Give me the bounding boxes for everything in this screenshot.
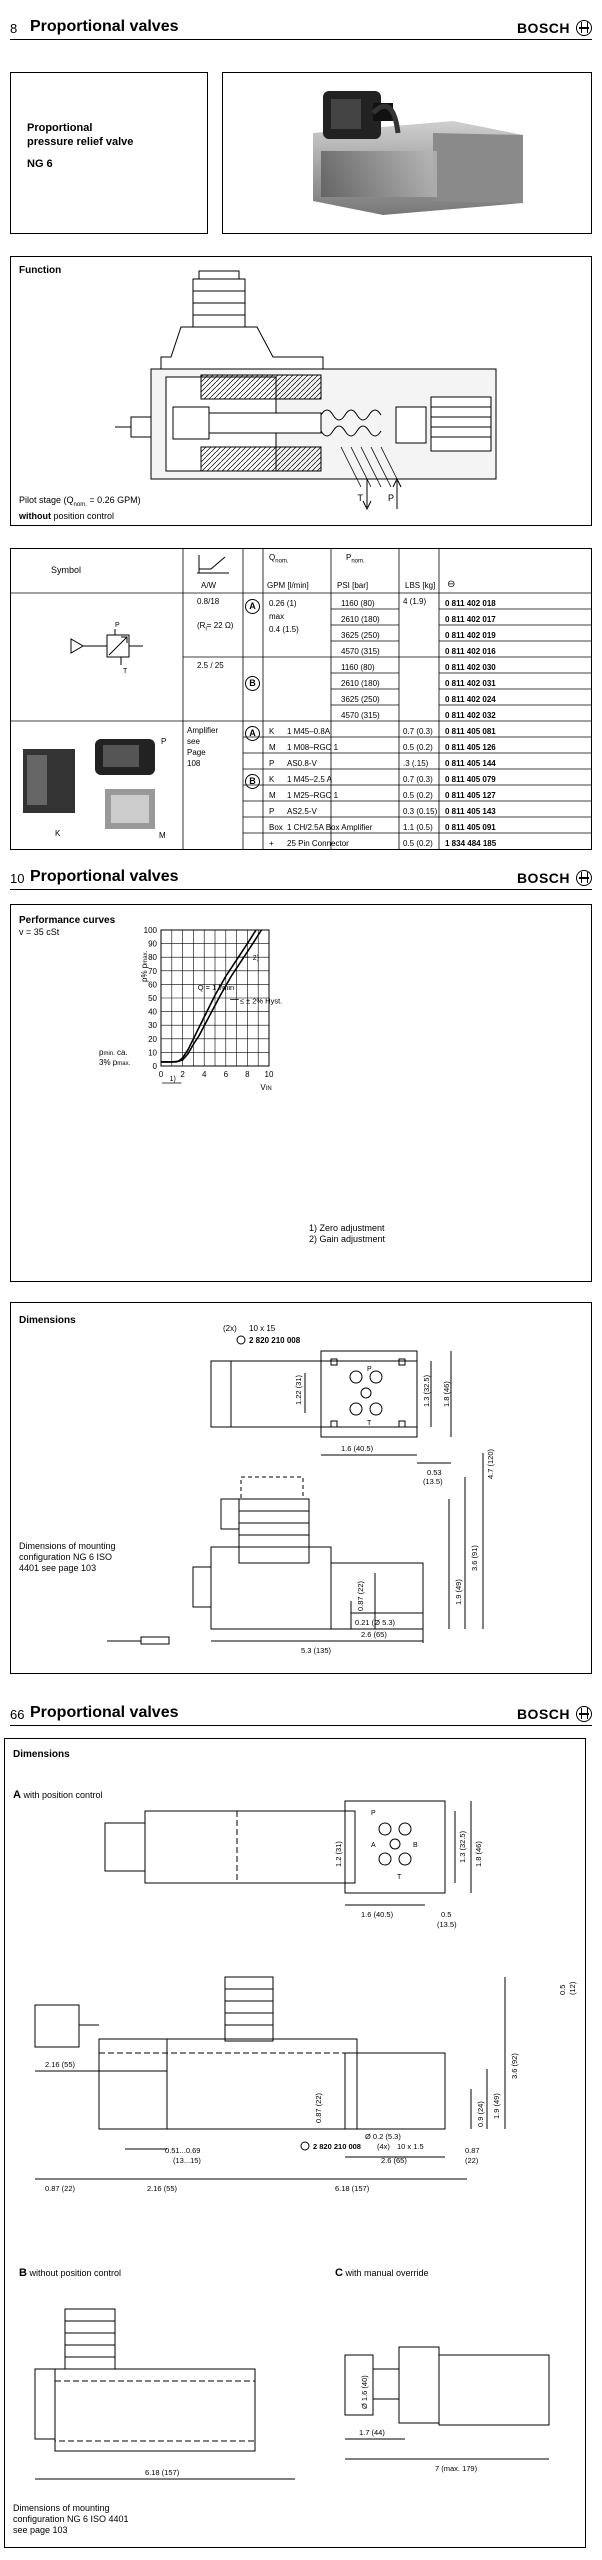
- seal-size: 10 x 1.5: [397, 2142, 424, 2151]
- x-tick-label: 2: [180, 1070, 185, 1079]
- table-cell: 0 811 402 016: [445, 647, 496, 656]
- group-b-circle: B: [245, 673, 260, 691]
- table-cell: 0 811 405 081: [445, 727, 496, 736]
- table-cell: P: [269, 759, 275, 768]
- port-p: P: [367, 1366, 372, 1373]
- dim-12: (12): [568, 1981, 577, 1995]
- function-caption: Pilot stage ($Q_{nom.} = 0.26$ GPM) without position control: [19, 495, 141, 521]
- table-cell: 2610 (180): [341, 679, 380, 688]
- group-b-pressures: [341, 660, 380, 724]
- y-tick-label: 60: [148, 980, 157, 990]
- hydraulic-symbol-icon: [71, 629, 143, 665]
- x-tick-label: 0: [158, 1070, 164, 1079]
- dim-1-6: 1.6 (40.5): [361, 1910, 394, 1919]
- y-tick-label: 0: [152, 1062, 157, 1071]
- table-cell: 1 CH/2.5A Box Amplifier: [287, 823, 373, 832]
- dim-6-18: 6.18 (157): [335, 2184, 370, 2193]
- table-cell: 25 Pin Connector: [287, 839, 349, 848]
- dimensions-box-2: [4, 1738, 586, 2548]
- table-cell: 0 811 405 127: [445, 791, 496, 800]
- table-cell: K: [269, 775, 275, 784]
- col-lbs-header: LBS [kg]: [405, 581, 436, 590]
- mounting-caption: Dimensions of mounting configuration NG 6 ISO 4401 see page 103: [19, 1541, 116, 1573]
- table-cell: 0 811 405 144: [445, 759, 496, 768]
- ordering-table-frame: [10, 548, 592, 850]
- note-zero-adjust: 1) Zero adjustment: [309, 1223, 385, 1233]
- col-partno-header: ⊖: [447, 579, 456, 590]
- page-header: [10, 1702, 592, 1726]
- table-cell: 4570 (315): [341, 711, 380, 720]
- seal-part-number: 2 820 210 008: [313, 2142, 361, 2151]
- photo-label-p: P: [161, 737, 167, 746]
- dim-1-9: 1.9 (49): [492, 2093, 501, 2119]
- dim-0-2: Ø 0.2 (5.3): [365, 2132, 401, 2141]
- group-b-aw: 2.5 / 25: [197, 661, 224, 670]
- amp-descriptions: [287, 724, 372, 852]
- function-title: Function: [19, 265, 62, 276]
- dim-2-6: 2.6 (65): [381, 2156, 407, 2165]
- note-gain-adjust: 2) Gain adjustment: [309, 1234, 386, 1244]
- port-t: T: [397, 1874, 402, 1881]
- valve-photo-illustration: [223, 73, 591, 233]
- table-cell: 1 M08–RGC 1: [287, 743, 339, 752]
- page-header: [10, 16, 592, 40]
- dimension-drawing-2: [5, 1739, 585, 2547]
- group-a-part-numbers: [445, 596, 496, 660]
- variant-b-label: B without position control: [19, 2267, 122, 2279]
- dim-22: (22): [465, 2156, 479, 2165]
- col-symbol-header: Symbol: [51, 565, 82, 575]
- dim-0-87b: 0.87: [465, 2146, 480, 2155]
- mounting-caption: Dimensions of mounting configuration NG 6 ISO 4401 see page 103: [13, 2503, 129, 2535]
- flow-annotation: Q = 1 l/min: [197, 982, 235, 992]
- bosch-logo-icon: [576, 1706, 592, 1722]
- brand-name: BOSCH: [516, 20, 570, 36]
- dim-0-87a: 0.87 (22): [314, 2092, 323, 2123]
- x-tick-label: 8: [245, 1070, 250, 1079]
- y-tick-label: 90: [148, 939, 157, 949]
- group-a-flow: 0.26 (1) max 0.4 (1.5): [269, 599, 299, 634]
- marker-1: 1): [169, 1076, 176, 1083]
- photo-label-k: K: [55, 829, 61, 838]
- group-a-resistance: ($R_i= 22$ Ω): [197, 621, 234, 633]
- pmin-label-line2: 3% pmax.: [99, 1058, 131, 1068]
- dim-13-5: (13.5): [437, 1920, 457, 1929]
- dim-1-3: 1.3 (32.5): [458, 1830, 467, 1863]
- table-cell: M: [269, 743, 276, 752]
- dim-5-3: 5.3 (135): [301, 1646, 332, 1655]
- dim-7: 7 (max. 179): [435, 2464, 478, 2473]
- page-title: Proportional valves: [30, 868, 179, 885]
- dim-1-3: 1.3 (32.5): [422, 1374, 431, 1407]
- product-photo-box: [222, 72, 592, 234]
- seal-qty: (4x): [377, 2142, 390, 2151]
- dim-2-16: 2.16 (55): [45, 2060, 76, 2069]
- table-cell: 0.7 (0.3): [403, 727, 433, 736]
- table-cell: 1 834 484 185: [445, 839, 497, 848]
- y-tick-label: 70: [148, 966, 157, 976]
- port-a: A: [371, 1842, 376, 1849]
- dimension-drawing-1: [11, 1303, 591, 1673]
- dim-1-8: 1.8 (46): [442, 1381, 451, 1407]
- dim-4-7: 4.7 (120): [486, 1448, 495, 1479]
- performance-chart: [11, 905, 591, 1281]
- x-tick-label: 6: [223, 1070, 229, 1079]
- group-a-pressures: [341, 596, 380, 660]
- y-tick-label: 50: [148, 994, 157, 1003]
- port-t-label: T: [357, 493, 363, 503]
- aw-symbol-icon: [197, 555, 229, 573]
- dim-0-9: 0.9 (24): [476, 2101, 485, 2127]
- page-number: 66: [10, 1707, 25, 1722]
- table-cell: AS2.5-V: [287, 807, 317, 816]
- table-cell: 0.5 (0.2): [403, 791, 433, 800]
- table-cell: 3625 (250): [341, 631, 380, 640]
- marker-2: 2): [252, 954, 260, 962]
- seal-size: 10 x 15: [249, 1324, 276, 1333]
- y-tick-label: 20: [148, 1034, 157, 1044]
- port-t: T: [367, 1420, 372, 1427]
- table-cell: K: [269, 727, 275, 736]
- table-cell: 0 811 402 031: [445, 679, 496, 688]
- dim-1-9: 1.9 (49): [454, 1579, 463, 1605]
- variant-c-label: C with manual override: [335, 2267, 429, 2279]
- table-cell: 0 811 402 030: [445, 663, 496, 672]
- table-cell: .3 (.15): [403, 759, 429, 768]
- amp-codes: [269, 724, 283, 852]
- dim-2-6: 2.6 (65): [361, 1630, 387, 1639]
- symbol-port-p: P: [115, 622, 120, 629]
- group-b-part-numbers: [445, 660, 496, 724]
- dim-1-7: 1.7 (44): [359, 2428, 385, 2437]
- seal-icon: [301, 2142, 309, 2150]
- dim-1-2: 1.2 (31): [334, 1841, 343, 1867]
- table-cell: 1160 (80): [341, 599, 375, 608]
- dimensions-title: Dimensions: [13, 1749, 70, 1760]
- viscosity-label: v = 35 cSt: [19, 927, 60, 937]
- amplifier-photo: [23, 739, 155, 829]
- table-cell: 0.3 (0.15): [403, 807, 438, 816]
- amp-weights: [403, 724, 437, 852]
- bosch-logo-icon: [576, 20, 592, 36]
- performance-title: Performance curves: [19, 915, 116, 926]
- page-header: [10, 866, 592, 890]
- dim-13-15: (13...15): [173, 2156, 201, 2165]
- table-cell: 0 811 402 018: [445, 599, 496, 608]
- dim-0-87: 0.87 (22): [356, 1580, 365, 1611]
- table-cell: 0.5 (0.2): [403, 839, 433, 848]
- group-a-weight: 4 (1.9): [403, 597, 427, 606]
- y-axis-label: p% pmax.: [140, 950, 149, 982]
- dim-1-6: 1.6 (40.5): [341, 1444, 374, 1453]
- dim-13-5: (13.5): [423, 1477, 443, 1486]
- dim-3-6: 3.6 (91): [470, 1545, 479, 1571]
- intro-box: [10, 72, 208, 234]
- brand-name: BOSCH: [516, 1706, 570, 1722]
- amplifier-note: Amplifier see Page 108: [187, 726, 219, 768]
- dimensions-box-1: [10, 1302, 592, 1674]
- table-cell: 1160 (80): [341, 663, 375, 672]
- group-a-circle: A: [245, 596, 260, 614]
- dimensions-title: Dimensions: [19, 1315, 76, 1326]
- table-cell: 1 M45–0.8A: [287, 727, 331, 736]
- col-aw-header: A/W: [201, 581, 217, 590]
- seal-part-number: 2 820 210 008: [249, 1336, 301, 1345]
- table-cell: P: [269, 807, 275, 816]
- dim-0-21: 0.21 (Ø 5.3): [355, 1618, 396, 1627]
- symbol-port-t: T: [123, 668, 128, 675]
- table-cell: 1 M25–RGC 1: [287, 791, 339, 800]
- dim-0-51: 0.51...0.69: [165, 2146, 201, 2155]
- dim-0-5b: 0.5: [558, 1984, 567, 1995]
- col-punit-header: PSI [bar]: [337, 581, 369, 590]
- pmin-label: pmin. ca.: [99, 1048, 128, 1058]
- dim-3-6: 3.6 (92): [510, 2053, 519, 2079]
- product-size: NG 6: [27, 158, 53, 170]
- brand-name: BOSCH: [516, 870, 570, 886]
- table-cell: 0 811 405 143: [445, 807, 496, 816]
- y-tick-label: 100: [143, 926, 157, 935]
- performance-box: [10, 904, 592, 1282]
- col-qunit-header: GPM [l/min]: [267, 581, 309, 590]
- table-cell: 0 811 405 079: [445, 775, 496, 784]
- table-cell: 0 811 402 017: [445, 615, 496, 624]
- dim-0-87c: 0.87 (22): [45, 2184, 76, 2193]
- port-p: P: [371, 1810, 376, 1817]
- group-a-aw: 0.8/18: [197, 597, 220, 606]
- variant-a-label: A with position control: [13, 1789, 103, 1801]
- amp-part-numbers: [445, 724, 496, 852]
- y-tick-label: 40: [148, 1007, 157, 1017]
- function-box: [10, 256, 592, 526]
- x-tick-label: 4: [201, 1070, 207, 1079]
- table-cell: 3625 (250): [341, 695, 380, 704]
- dim-2-16b: 2.16 (55): [147, 2184, 178, 2193]
- table-cell: 0.7 (0.3): [403, 775, 433, 784]
- table-cell: +: [269, 839, 274, 848]
- seal-qty: (2x): [223, 1324, 237, 1333]
- amp-circle-a: A: [245, 723, 260, 741]
- table-cell: Box: [269, 823, 283, 832]
- x-axis-label: VIN: [260, 1083, 272, 1092]
- hysteresis-annotation: ≤ ± 2% Hyst.: [239, 996, 283, 1006]
- product-title-line2: pressure relief valve: [27, 136, 134, 148]
- product-title-line1: Proportional: [27, 122, 93, 134]
- port-b: B: [413, 1842, 418, 1849]
- bosch-logo-icon: [576, 870, 592, 886]
- valve-sectional-drawing: [11, 257, 591, 525]
- amp-circle-b: B: [245, 771, 260, 789]
- page-title: Proportional valves: [30, 18, 179, 35]
- photo-label-m: M: [159, 831, 166, 840]
- table-cell: AS0.8-V: [287, 759, 317, 768]
- table-cell: 0 811 402 032: [445, 711, 496, 720]
- table-cell: M: [269, 791, 276, 800]
- page-number: 10: [10, 871, 25, 886]
- table-cell: 4570 (315): [341, 647, 380, 656]
- x-tick-label: 10: [264, 1070, 274, 1079]
- table-cell: 0 811 405 091: [445, 823, 496, 832]
- y-tick-label: 10: [148, 1048, 157, 1058]
- y-tick-label: 30: [148, 1021, 157, 1031]
- page-number: 8: [10, 21, 18, 36]
- port-p-label: P: [387, 493, 394, 503]
- dim-0-5: 0.5: [441, 1910, 452, 1919]
- dim-1-6b: Ø 1.6 (40): [360, 2375, 369, 2409]
- table-cell: 2610 (180): [341, 615, 380, 624]
- table-cell: 0 811 402 019: [445, 631, 496, 640]
- col-qnom-header: $Q_{nom.}$: [269, 553, 289, 565]
- table-cell: 1 M45–2.5 A: [287, 775, 332, 784]
- col-pnom-header: $P_{nom.}$: [346, 553, 365, 565]
- table-cell: 0 811 405 126: [445, 743, 496, 752]
- dim-1-8: 1.8 (46): [474, 1841, 483, 1867]
- table-cell: 0.5 (0.2): [403, 743, 433, 752]
- page-title: Proportional valves: [30, 1704, 179, 1721]
- dim-1-22: 1.22 (31): [294, 1374, 303, 1405]
- dim-6-18b: 6.18 (157): [145, 2468, 180, 2477]
- seal-icon: [237, 1336, 245, 1344]
- table-cell: 1.1 (0.5): [403, 823, 433, 832]
- dim-0-53: 0.53: [427, 1468, 442, 1477]
- y-tick-label: 80: [148, 953, 157, 963]
- table-cell: 0 811 402 024: [445, 695, 496, 704]
